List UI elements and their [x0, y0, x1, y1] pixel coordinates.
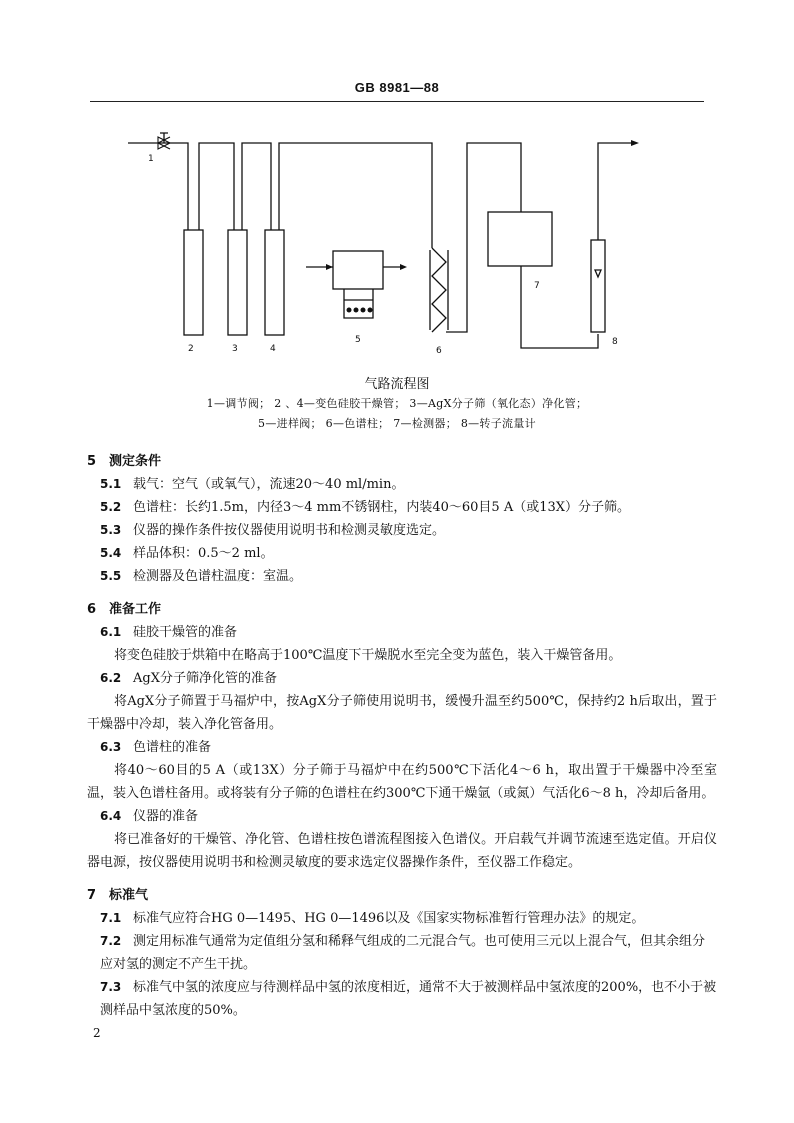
figure-title: 气路流程图: [364, 377, 430, 392]
clause: [87, 542, 717, 565]
sample-loop-dot: [347, 308, 352, 313]
rotameter-8: [591, 240, 605, 332]
section-heading: [87, 884, 717, 907]
figure-label-6: 6: [436, 346, 442, 356]
clause-number: 7.2: [100, 934, 122, 948]
section-number: 6: [87, 602, 97, 617]
clause-text: 仪器的操作条件按仪器使用说明书和检测灵敏度选定。: [133, 523, 446, 538]
clause-text: 色谱柱：长约1.5m，内径3～4 mm不锈钢柱，内装40～60目5 A（或13X）分子筛。: [133, 500, 631, 515]
section-title: 准备工作: [109, 602, 162, 617]
clause: [87, 736, 717, 759]
gas-line-4-6: [279, 143, 432, 248]
silica-gel-drying-tube-4: [265, 230, 284, 335]
clause-text: 样品体积：0.5～2 ml。: [133, 546, 274, 561]
clause: [87, 519, 717, 542]
gas-line-2-3: [199, 143, 234, 230]
section-number: 5: [87, 454, 97, 469]
clause: [87, 667, 717, 690]
figure-label-8: 8: [612, 337, 618, 347]
sample-loop-dot: [368, 308, 373, 313]
sample-loop-coil-icon: [344, 289, 373, 318]
section-heading: [87, 598, 717, 621]
clause-heading: AgX分子筛净化管的准备: [133, 671, 277, 686]
section-title: 测定条件: [109, 454, 162, 469]
clause: [87, 496, 717, 519]
figure-legend-line-1: 1—调节阀； 2 、4—变色硅胶干燥管； 3—AgX分子筛（氧化态）净化管；: [206, 397, 588, 410]
section-title: 标准气: [109, 888, 149, 903]
clause-number: 6.3: [100, 740, 122, 754]
clause-number: 5.3: [100, 523, 122, 537]
figure-label-4: 4: [270, 344, 276, 354]
detector-7: [488, 212, 552, 266]
clause: [87, 565, 717, 588]
outlet-arrow-icon: [631, 140, 639, 146]
page-number: 2: [93, 1026, 101, 1040]
clause-paragraph: 将AgX分子筛置于马福炉中，按AgX分子筛使用说明书，缓慢升温至约500℃，保持约2 h后取出，置于干燥器中冷却，装入净化管备用。: [87, 694, 717, 732]
figure-label-2: 2: [188, 344, 194, 354]
clause-number: 6.2: [100, 671, 122, 685]
clause-number: 7.3: [100, 980, 122, 994]
clause-number: 7.1: [100, 911, 122, 925]
figure-label-3: 3: [232, 344, 238, 354]
gas-line-inlet: [128, 143, 188, 230]
chromatographic-column-6: [432, 248, 446, 332]
clause-text: 载气：空气（或氧气），流速20～40 ml/min。: [133, 477, 405, 492]
clause-paragraph: 将40～60目的5 A（或13X）分子筛于马福炉中在约500℃下活化4～6 h，取出置于干燥器中冷至室温，装入色谱柱备用。或将装有分子筛的色谱柱在约300℃下通干燥氩（或氮）气活化6～8 h，冷却后备用。: [87, 763, 717, 801]
gas-flow-diagram: [0, 100, 794, 370]
sample-loop-dot: [361, 308, 366, 313]
figure-legend-line-2: 5—进样阀； 6—色谱柱； 7—检测器； 8—转子流量计: [258, 417, 536, 430]
gas-line-outlet: [598, 143, 633, 240]
figure-label-7: 7: [534, 281, 540, 291]
clause-text: 标准气应符合HG 0—1495、HG 0—1496以及《国家实物标准暂行管理办法》的规定。: [133, 911, 645, 926]
clause: [87, 930, 717, 976]
clause: [87, 621, 717, 644]
figure-label-5: 5: [355, 335, 361, 345]
clause-paragraph: 将变色硅胶于烘箱中在略高于100℃温度下干燥脱水至完全变为蓝色，装入干燥管备用。: [114, 648, 622, 663]
clause-paragraph: 将已准备好的干燥管、净化管、色谱柱按色谱流程图接入色谱仪。开启载气并调节流速至选定值。开启仪器电源，按仪器使用说明书和检测灵敏度的要求选定仪器操作条件，至仪器工作稳定。: [87, 832, 717, 870]
section-number: 7: [87, 888, 97, 903]
clause: [87, 473, 717, 496]
clause-number: 6.1: [100, 625, 122, 639]
clause-text: 测定用标准气通常为定值组分氢和稀释气组成的二元混合气。也可使用三元以上混合气，但其余组分应对氢的测定不产生干扰。: [100, 934, 706, 972]
clause: [87, 976, 717, 1022]
figure-label-1: 1: [148, 154, 154, 164]
clause-heading: 硅胶干燥管的准备: [133, 625, 238, 640]
gas-line-3-4: [242, 143, 271, 230]
gas-line-7-8: [521, 266, 598, 348]
body-content: [87, 440, 717, 1022]
sample-loop-dot: [354, 308, 359, 313]
clause-heading: 仪器的准备: [133, 809, 199, 824]
clause-heading: 色谱柱的准备: [133, 740, 212, 755]
sample-out-arrow-icon: [400, 264, 407, 270]
clause-number: 5.1: [100, 477, 122, 491]
silica-gel-drying-tube-2: [184, 230, 203, 335]
section-heading: [87, 450, 717, 473]
clause-number: 5.5: [100, 569, 122, 583]
sample-injection-valve-5: [333, 251, 383, 289]
sample-in-arrow-icon: [326, 264, 333, 270]
rotameter-float-icon: [595, 270, 601, 277]
clause-text: 标准气中氢的浓度应与待测样品中氢的浓度相近，通常不大于被测样品中氢浓度的200%，也不小于被测样品中氢浓度的50%。: [100, 980, 717, 1018]
page-header: GB 8981—88: [354, 80, 440, 95]
clause-number: 5.2: [100, 500, 122, 514]
clause-number: 5.4: [100, 546, 122, 560]
agx-purification-tube-3: [228, 230, 247, 335]
clause-text: 检测器及色谱柱温度：室温。: [133, 569, 303, 584]
gas-line-6-7: [446, 143, 521, 332]
clause: [87, 805, 717, 828]
clause: [87, 907, 717, 930]
clause-number: 6.4: [100, 809, 122, 823]
